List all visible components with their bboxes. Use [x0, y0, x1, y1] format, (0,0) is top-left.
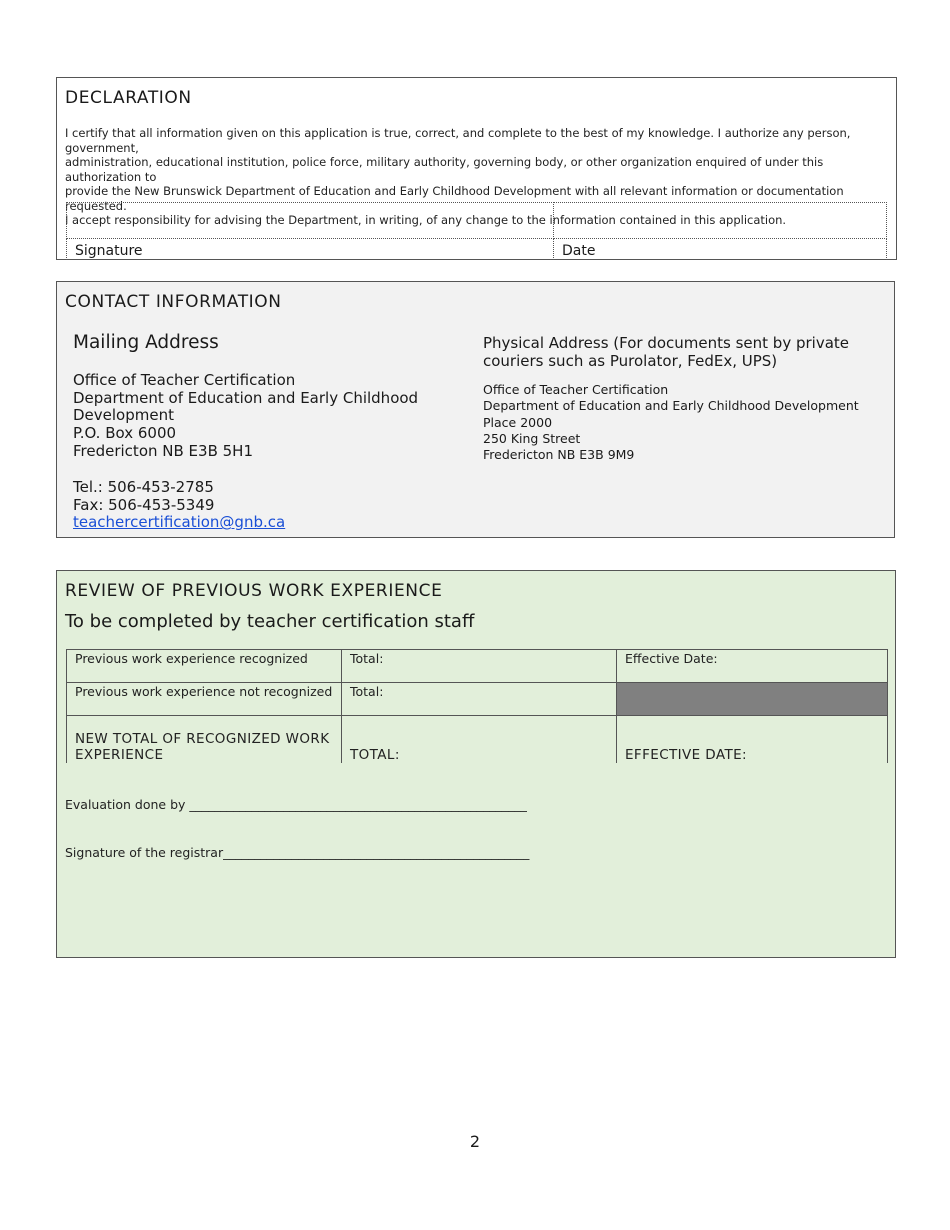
physical-line: 250 King Street — [483, 430, 581, 446]
declaration-heading: DECLARATION — [65, 88, 192, 108]
physical-heading: Physical Address (For documents sent by private couriers such as Purolator, FedEx, UPS) — [483, 334, 850, 370]
mailing-line: Office of Teacher Certification — [73, 370, 296, 389]
contact-section — [56, 281, 895, 538]
row-label: NEW TOTAL OF RECOGNIZED WORK EXPERIENCE — [67, 716, 342, 764]
table-row — [67, 683, 888, 716]
signature-label: Signature — [67, 239, 554, 260]
registrar-signature-line[interactable]: Signature of the registrar_________________________________________________ — [65, 845, 530, 860]
date-field[interactable] — [554, 203, 887, 239]
evaluation-line[interactable]: Evaluation done by ______________________________________________________ — [65, 797, 527, 812]
physical-address — [483, 334, 883, 463]
physical-line: Department of Education and Early Childhood Development — [483, 398, 859, 414]
signature-field[interactable] — [67, 203, 554, 239]
email-link[interactable]: teachercertification@gnb.ca — [73, 513, 286, 532]
review-heading: REVIEW OF PREVIOUS WORK EXPERIENCE — [65, 581, 443, 601]
total-cell[interactable]: TOTAL: — [342, 716, 617, 764]
mailing-line: Fredericton NB E3B 5H1 — [73, 441, 253, 460]
physical-line: Fredericton NB E3B 9M9 — [483, 447, 635, 463]
row-label: Previous work experience not recognized — [67, 683, 342, 716]
mailing-heading: Mailing Address — [73, 332, 219, 353]
declaration-line: administration, educational institution, police force, military authority, governing body, or other organization enquired of under this authorization to — [65, 155, 824, 184]
physical-line: Office of Teacher Certification — [483, 382, 669, 397]
table-row — [67, 716, 888, 764]
contact-heading: CONTACT INFORMATION — [65, 292, 282, 312]
total-cell[interactable]: Total: — [342, 683, 617, 716]
fax: Fax: 506-453-5349 — [73, 495, 215, 514]
review-section — [56, 570, 896, 958]
total-cell[interactable]: Total: — [342, 650, 617, 683]
declaration-line: I accept responsibility for advising the Department, in writing, of any change to the information contained in this application. — [65, 213, 787, 227]
effective-date-cell[interactable]: Effective Date: — [617, 650, 888, 683]
telephone: Tel.: 506-453-2785 — [73, 477, 214, 496]
mailing-line: Department of Education and Early Childhood Development — [73, 388, 419, 425]
mailing-line: P.O. Box 6000 — [73, 424, 177, 443]
mailing-address — [73, 334, 453, 532]
effective-date-cell[interactable]: EFFECTIVE DATE: — [617, 716, 888, 764]
declaration-line: provide the New Brunswick Department of Education and Early Childhood Development with all relevant information or documentation requested. — [65, 184, 844, 213]
signature-table — [66, 202, 887, 260]
page-number: 2 — [469, 1132, 481, 1151]
physical-line: Place 2000 — [483, 414, 553, 430]
experience-table — [66, 649, 888, 763]
shaded-cell — [617, 683, 888, 716]
declaration-line: I certify that all information given on this application is true, correct, and complete to the best of my knowledge. I authorize any person, government, — [65, 126, 851, 155]
review-subheading: To be completed by teacher certification staff — [65, 611, 475, 632]
row-label: Previous work experience recognized — [67, 650, 342, 683]
table-row — [67, 650, 888, 683]
date-label: Date — [554, 239, 887, 260]
declaration-section — [56, 77, 897, 260]
